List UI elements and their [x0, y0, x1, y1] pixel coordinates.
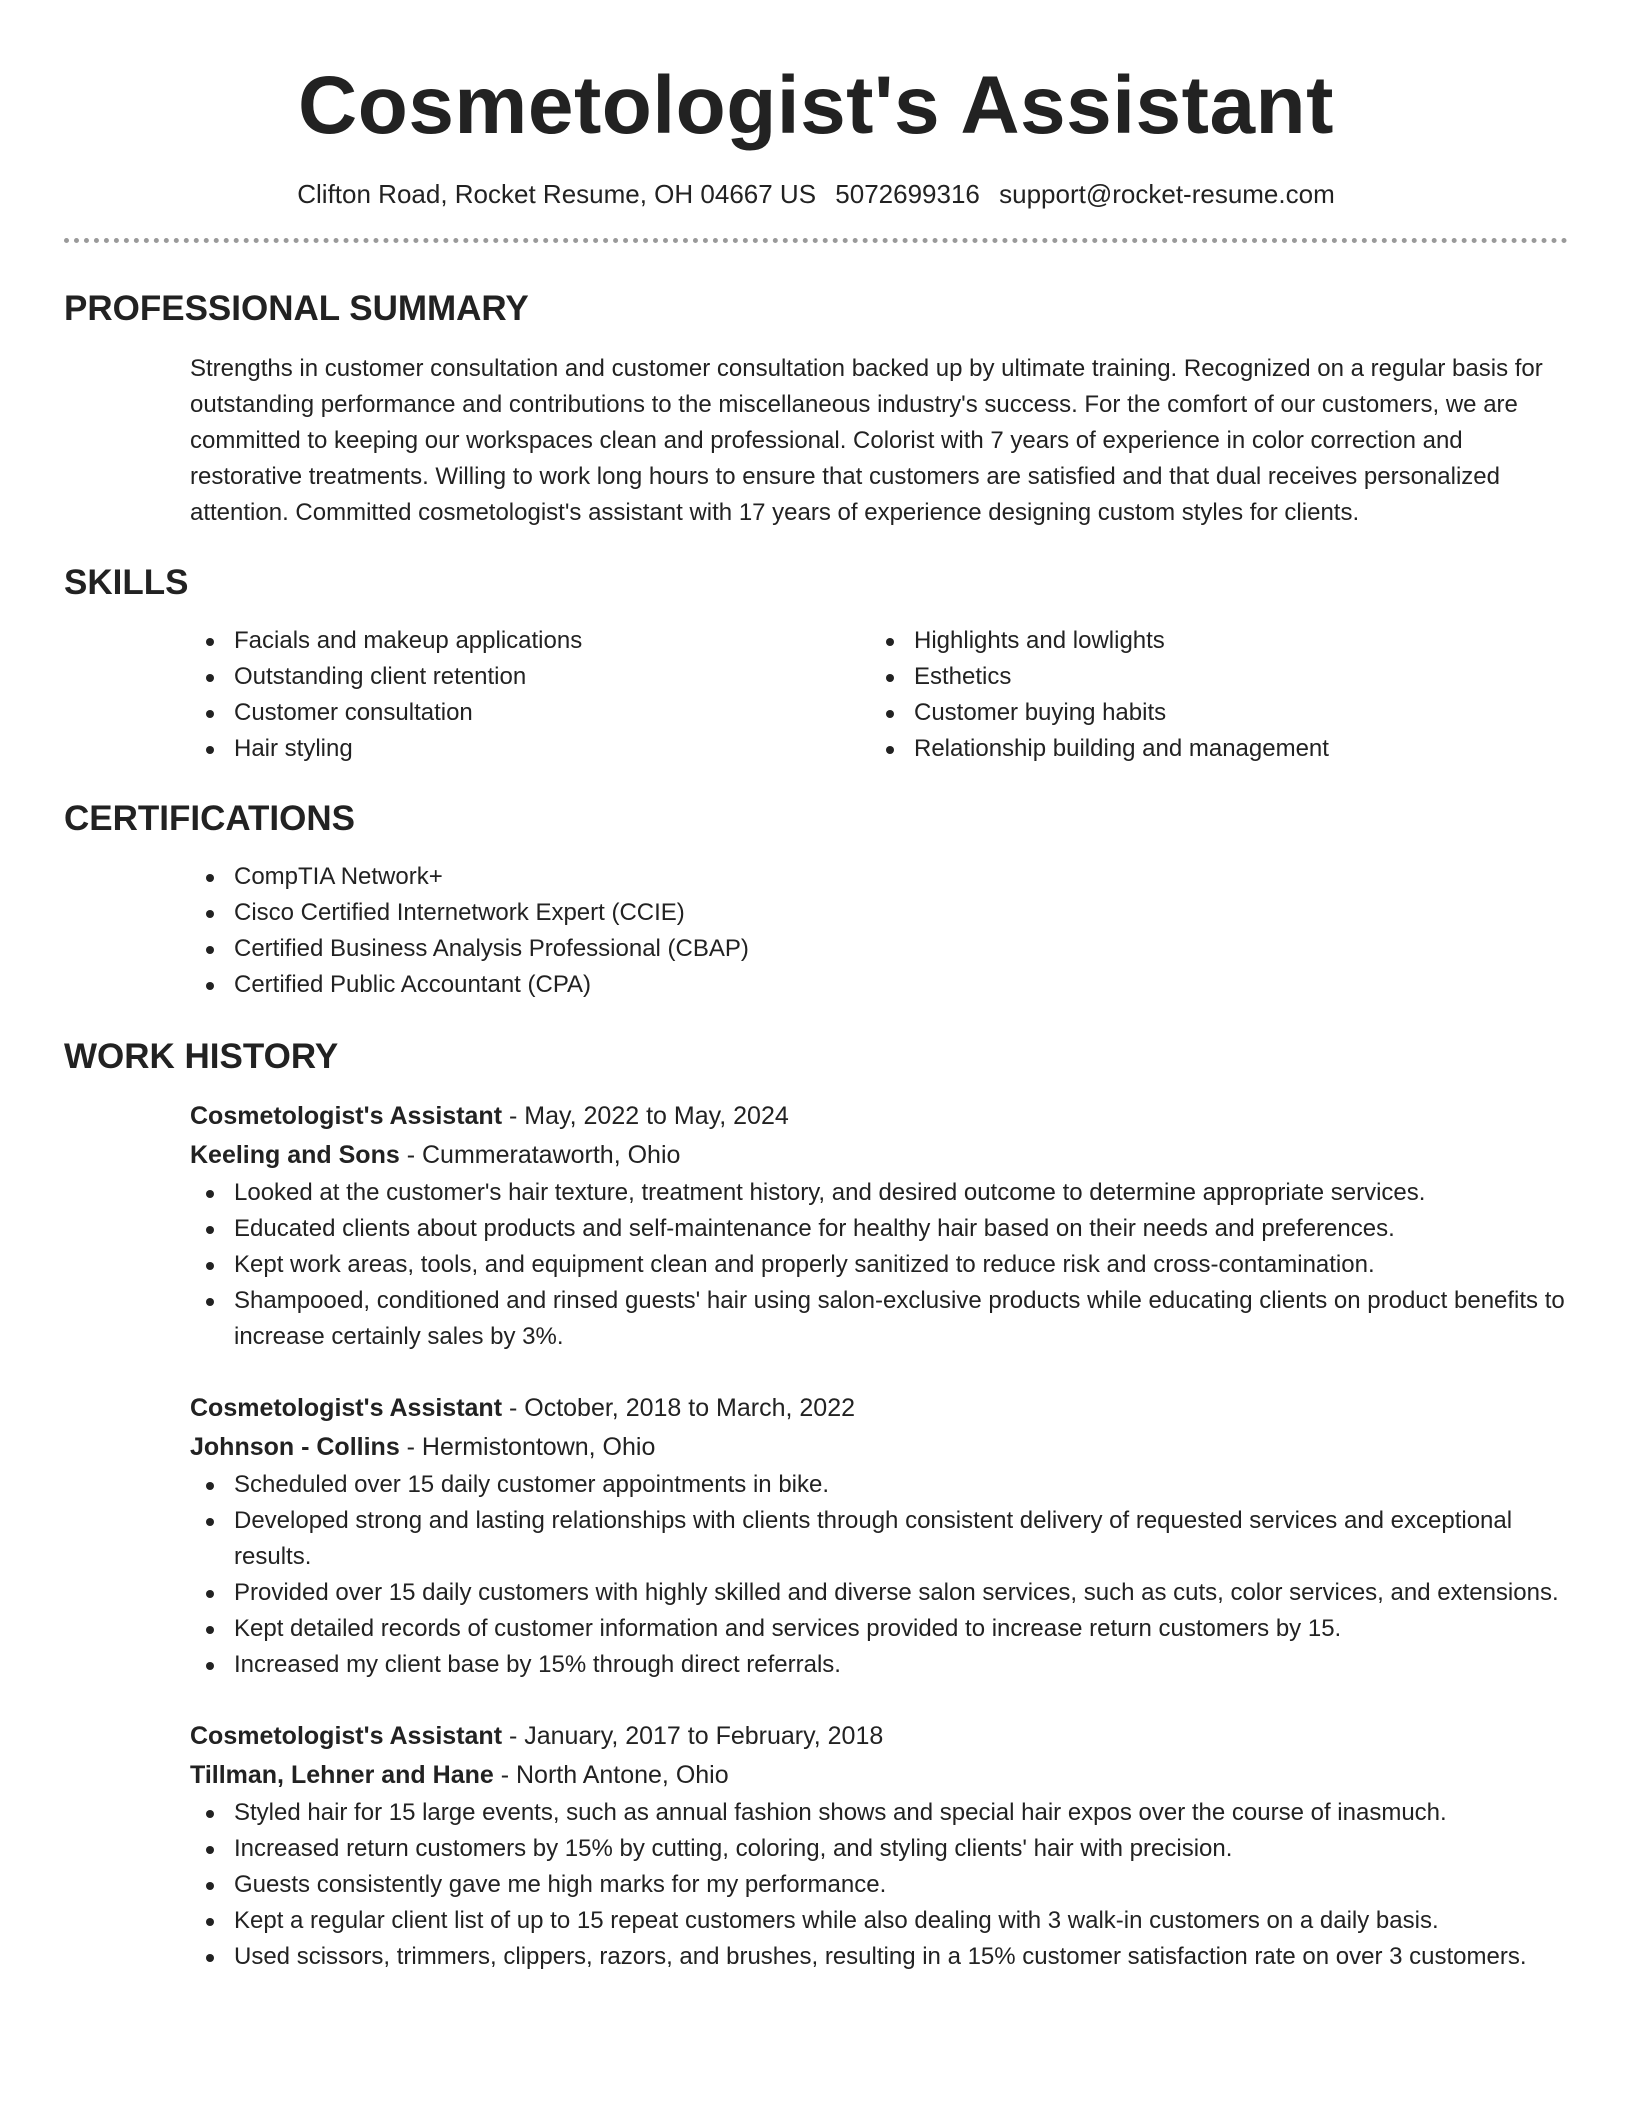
- job-dates: - May, 2022 to May, 2024: [502, 1102, 789, 1130]
- job-bullet: Provided over 15 daily customers with highly skilled and diverse salon services, such as cuts, color services, and extensions.: [190, 1575, 1568, 1611]
- skill-item: Outstanding client retention: [190, 659, 870, 695]
- job-bullet: Kept a regular client list of up to 15 repeat customers while also dealing with 3 walk-in customers on a daily basis.: [190, 1903, 1568, 1939]
- job-bullet: Kept work areas, tools, and equipment clean and properly sanitized to reduce risk and cross-contamination.: [190, 1247, 1568, 1283]
- job-bullet: Kept detailed records of customer information and services provided to increase return customers by 15.: [190, 1611, 1568, 1647]
- job-bullet: Guests consistently gave me high marks for my performance.: [190, 1867, 1568, 1903]
- job-company-line: [190, 1756, 1568, 1795]
- certification-item: Certified Business Analysis Professional (CBAP): [190, 931, 1568, 967]
- skills-grid: [190, 623, 1568, 767]
- job-company: Tillman, Lehner and Hane: [190, 1761, 494, 1789]
- certifications-body: [190, 859, 1568, 1003]
- job-bullet: Educated clients about products and self-maintenance for healthy hair based on their needs and preferences.: [190, 1211, 1568, 1247]
- resume-name: Cosmetologist's Assistant: [298, 60, 1334, 151]
- job-company: Johnson - Collins: [190, 1433, 400, 1461]
- job-entry: [190, 1717, 1568, 1975]
- skills-column-left: [190, 623, 870, 767]
- job-company: Keeling and Sons: [190, 1141, 400, 1169]
- job-bullets: [190, 1175, 1568, 1355]
- job-bullet: Developed strong and lasting relationships with clients through consistent delivery of requested services and exceptional results.: [190, 1503, 1568, 1575]
- job-entry: [190, 1097, 1568, 1355]
- skill-item: Facials and makeup applications: [190, 623, 870, 659]
- skill-item: Customer consultation: [190, 695, 870, 731]
- job-bullet: Styled hair for 15 large events, such as annual fashion shows and special hair expos over the course of inasmuch.: [190, 1795, 1568, 1831]
- job-location: - Cummerataworth, Ohio: [399, 1141, 681, 1169]
- certification-item: Certified Public Accountant (CPA): [190, 967, 1568, 1003]
- job-role: Cosmetologist's Assistant: [190, 1102, 503, 1130]
- skills-heading: SKILLS: [64, 563, 189, 602]
- header-divider: [64, 238, 1568, 243]
- job-bullets: [190, 1795, 1568, 1975]
- certifications-heading: CERTIFICATIONS: [64, 799, 356, 838]
- job-role-line: [190, 1717, 1568, 1756]
- skills-list-right: [870, 623, 1550, 767]
- contact-phone: 5072699316: [835, 179, 980, 209]
- skills-list-left: [190, 623, 870, 767]
- job-location: - North Antone, Ohio: [493, 1761, 729, 1789]
- job-dates: - October, 2018 to March, 2022: [502, 1394, 856, 1422]
- job-role: Cosmetologist's Assistant: [190, 1394, 503, 1422]
- certifications-list: [190, 859, 1568, 1003]
- job-role: Cosmetologist's Assistant: [190, 1722, 503, 1750]
- job-location: - Hermistontown, Ohio: [399, 1433, 656, 1461]
- job-bullet: Shampooed, conditioned and rinsed guests' hair using salon-exclusive products while educating clients on product benefits to increase certainly sales by 3%.: [190, 1283, 1568, 1355]
- skill-item: Relationship building and management: [870, 731, 1550, 767]
- summary-text: Strengths in customer consultation and customer consultation backed up by ultimate training. Recognized on a regular basis for outstanding performance and contributions to the miscellaneous industry's success. For the comfort of our customers, we are committed to keeping our workspaces clean and professional. Colorist with 7 years of experience in color correction and restorative treatments. Willing to work long hours to ensure that customers are satisfied and that dual receives personalized attention. Committed cosmetologist's assistant with 17 years of experience designing custom styles for clients.: [190, 355, 1543, 526]
- skills-column-right: [870, 623, 1550, 767]
- skill-item: Customer buying habits: [870, 695, 1550, 731]
- job-bullets: [190, 1467, 1568, 1683]
- contact-email: support@rocket-resume.com: [999, 179, 1335, 209]
- work-history-heading: WORK HISTORY: [64, 1037, 339, 1076]
- skill-item: Hair styling: [190, 731, 870, 767]
- job-dates: - January, 2017 to February, 2018: [502, 1722, 884, 1750]
- contact-address: Clifton Road, Rocket Resume, OH 04667 US: [297, 179, 817, 209]
- job-entry: [190, 1389, 1568, 1683]
- job-bullet: Looked at the customer's hair texture, treatment history, and desired outcome to determine appropriate services.: [190, 1175, 1568, 1211]
- job-company-line: [190, 1428, 1568, 1467]
- contact-line: [64, 176, 1568, 212]
- skill-item: Esthetics: [870, 659, 1550, 695]
- job-bullet: Scheduled over 15 daily customer appointments in bike.: [190, 1467, 1568, 1503]
- job-role-line: [190, 1097, 1568, 1136]
- certification-item: Cisco Certified Internetwork Expert (CCIE): [190, 895, 1568, 931]
- job-role-line: [190, 1389, 1568, 1428]
- job-bullet: Used scissors, trimmers, clippers, razors, and brushes, resulting in a 15% customer satisfaction rate on over 3 customers.: [190, 1939, 1568, 1975]
- summary-heading: PROFESSIONAL SUMMARY: [64, 289, 529, 328]
- job-bullet: Increased my client base by 15% through direct referrals.: [190, 1647, 1568, 1683]
- certification-item: CompTIA Network+: [190, 859, 1568, 895]
- job-company-line: [190, 1136, 1568, 1175]
- job-bullet: Increased return customers by 15% by cutting, coloring, and styling clients' hair with precision.: [190, 1831, 1568, 1867]
- skill-item: Highlights and lowlights: [870, 623, 1550, 659]
